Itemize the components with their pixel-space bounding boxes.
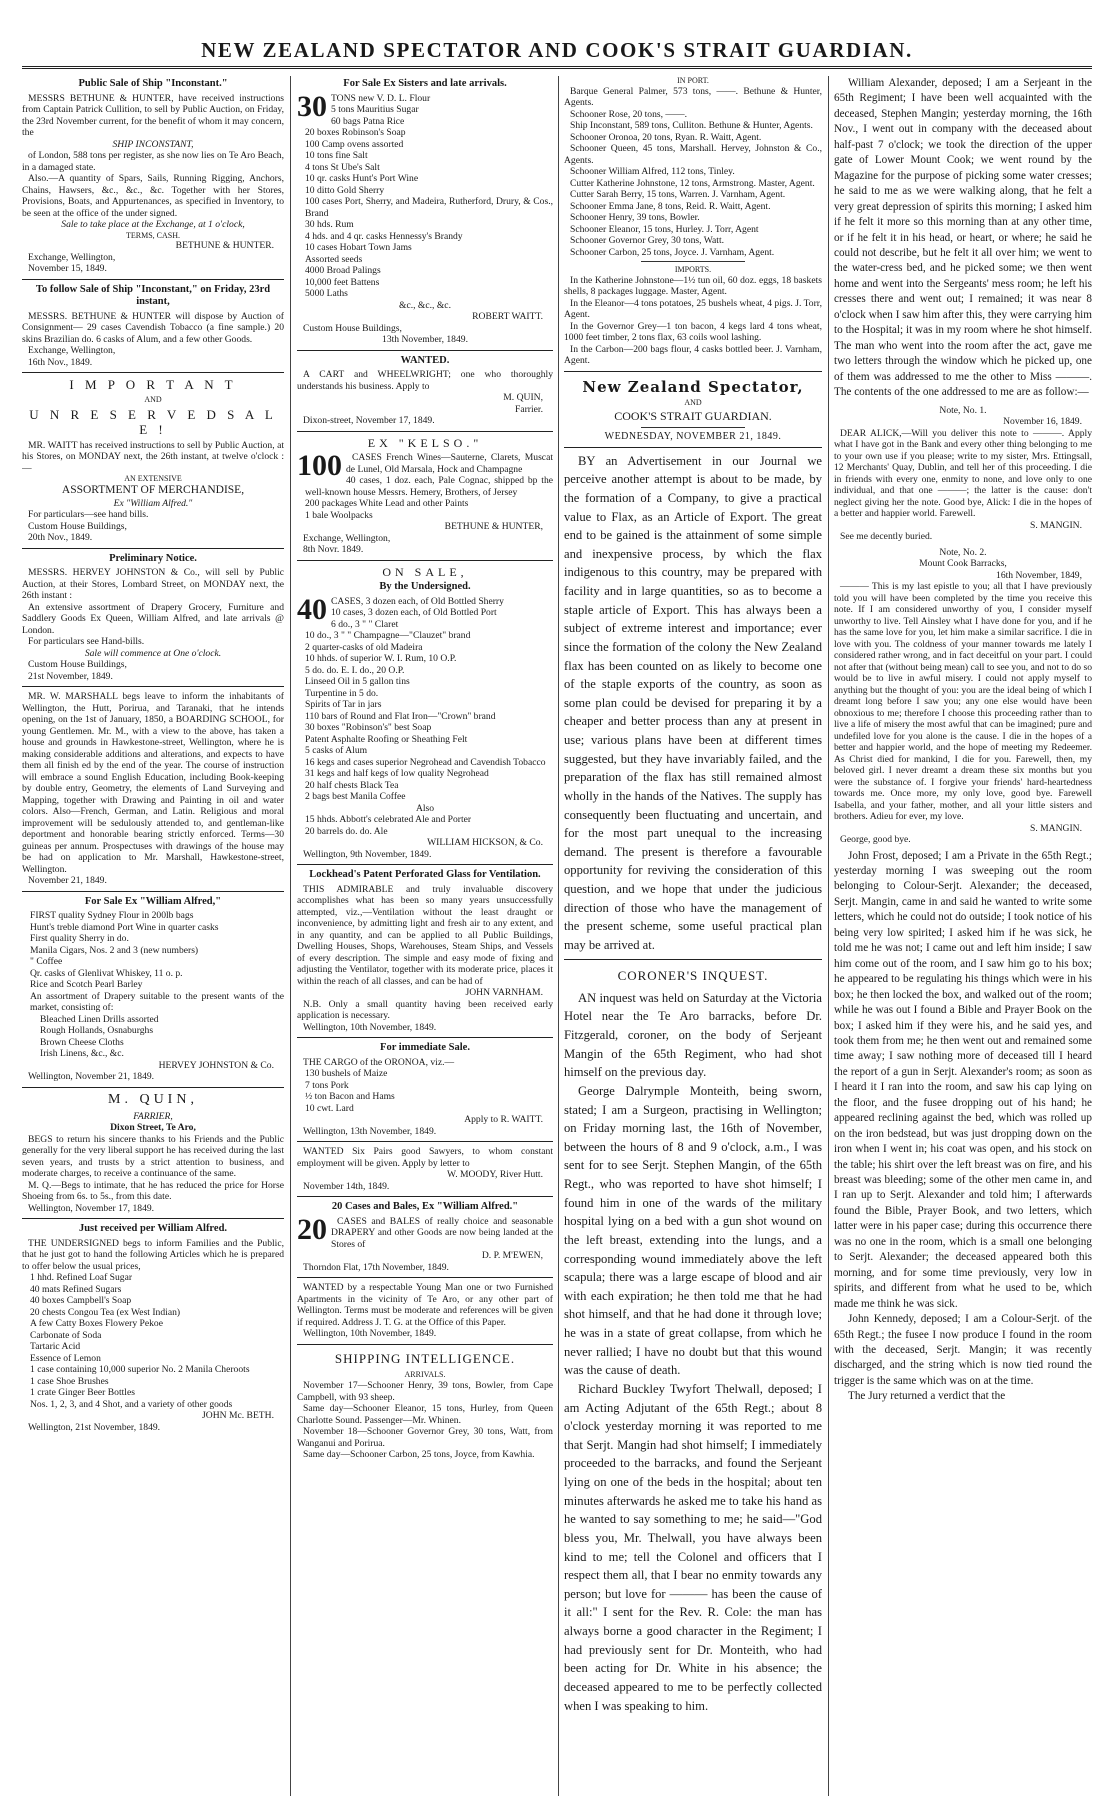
ad-item: Spirits of Tar in jars	[305, 699, 382, 711]
ad-item: 1 crate Ginger Beer Bottles	[30, 1387, 135, 1399]
column-1	[22, 76, 284, 1796]
ad-date: November 21, 1849.	[28, 875, 107, 887]
ad-body: WANTED Six Pairs good Sawyers, to whom constant employment will be given. Apply by letter to	[297, 1146, 553, 1169]
note-body: ——— This is my last epistle to you; all that I have previously told you will have been completed by the time you receive this note. If I am considered unworthy of you, I consider myself unworthy to live. Tell Ainsley what I have done for you, and if he has the same love for you, let him make a similar sacrifice. I die in love with you. The coldness of your manner towards me lately I considered rather wrong, and in fact deceitful on your part. I could not after that (without being mean) call to see you, and not to do so would be to live in awful misery. I could not apply myself to anything but the thought of you: you are the ideal being of which I dreamt long before I saw you; any one else would have been obnoxious to me; therefore I choose this proceeding rather than to live a life of misery the most awful that can be imagined; pure and undefiled love for you alone is the cause. I die in the hopes of a better and happier world, and the hope of meeting my Redeemer. As Christ died for mankind, I die for you. Farewell, then, my beloved girl. I never dreamt a dream these six months but you were the substance of. I forgive your friends' hard-heartedness towards me. Once more, my only love, good bye. Farewell Isabella, and your father, mother, and all your little sisters and brothers. Adieu for ever, my love.	[834, 581, 1092, 823]
import-entry: In the Governor Grey—1 ton bacon, 4 kegs lard 4 tons wheat, 1000 feet timber, 2 tons flax, 63 coils wool lashing.	[564, 320, 822, 344]
ad-subheading: FARRIER,	[133, 1110, 173, 1122]
port-entry: Schooner Queen, 45 tons, Marshall. Hervey, Johnston & Co., Agents.	[564, 143, 822, 166]
ad-item: 5 do. do. E. I. do., 20 O.P.	[305, 664, 405, 676]
divider	[22, 279, 284, 280]
drop-number: 40	[297, 592, 327, 626]
ad-item: FIRST quality Sydney Flour in 200lb bags	[30, 910, 194, 922]
drop-number: 100	[297, 449, 342, 483]
ad-heading: I M P O R T A N T	[69, 377, 237, 393]
port-entry: Schooner Oronoa, 20 tons, Ryan. R. Waitt, Agent.	[570, 131, 762, 143]
ad-beth	[22, 1223, 284, 1433]
ad-place: Sale to take place at the Exchange, at 1 o'clock,	[61, 219, 245, 231]
ad-subheading: By the Undersigned.	[379, 580, 471, 592]
ad-heading: Lockhead's Patent Perforated Glass for Ventilation.	[309, 869, 541, 881]
ad-item: 10 qr. casks Hunt's Port Wine	[305, 173, 419, 185]
port-entry: Schooner Carbon, 25 tons, Joyce. J. Varnham, Agent.	[570, 246, 775, 258]
ad-item: 100 Camp ovens assorted	[305, 138, 404, 150]
section-heading: CORONER'S INQUEST.	[617, 967, 769, 983]
ad-item: 4000 Broad Palings	[305, 265, 381, 277]
ad-item: 1 case containing 10,000 superior No. 2 Manila Cheroots	[30, 1364, 250, 1376]
ad-date: Wellington, 21st November, 1849.	[28, 1421, 161, 1433]
note-date: November 16, 1849.	[1003, 416, 1082, 428]
ad-important-sale	[22, 377, 284, 543]
ad-lockhead	[297, 869, 553, 1033]
ad-date: Wellington, November 17, 1849.	[28, 1202, 155, 1214]
divider	[564, 447, 822, 448]
ad-item: Brown Cheese Cloths	[40, 1036, 124, 1048]
ad-signature: Apply to R. WAITT.	[464, 1114, 543, 1126]
ad-subheading: ASSORTMENT OF MERCHANDISE,	[61, 483, 245, 496]
masthead	[0, 0, 1114, 62]
port-entry: Schooner Emma Jane, 8 tons, Reid. R. Waitt, Agent.	[570, 200, 771, 212]
ad-item: A few Catty Boxes Flowery Pekoe	[30, 1318, 163, 1330]
ad-signature: D. P. M'EWEN,	[481, 1250, 543, 1262]
paper-nameplate	[564, 378, 822, 443]
ad-signature: JOHN Mc. BETH.	[202, 1410, 274, 1422]
ad-date: 8th Novr. 1849.	[303, 544, 364, 556]
ad-item: Assorted seeds	[305, 253, 363, 265]
ad-inconstant	[22, 78, 284, 275]
ad-body: CASES French Wines—Sauterne, Clarets, Muscat de Lunel, Old Marsala, Hock and Champagne	[346, 452, 553, 475]
ad-bales	[297, 1201, 553, 1273]
ad-body: MR. W. MARSHALL begs leave to inform the inhabitants of Wellington, the Hutt, Porirua, and Taranaki, that he intends opening, on the 1st of January, 1850, a BOARDING SCHOOL, for young Gentlemen. Mr. M., with a view to the above, has taken a house and grounds in Hawkestone-street, Wellington, where he is making considerable additions and alterations, and expects to have them all finish ed by the end of the year. The course of instruction will embrace a sound English Education, including Book-keeping by double entry, Geometry, the elements of Land Surveying and Mapping, together with Drawing and Painting in oil and water colors. Also—French, German, and Latin. Religious and moral improvement will be sedulously attended to, and gentleman-like deportment and honorable bearing strictly enforced. Terms—30 guineas per annum. Prospectuses with drawings of the house may be had on application to Mr. Marshall, Hawkestone-street, Wellington.	[22, 691, 284, 875]
ad-item: 5 casks of Alum	[305, 745, 368, 757]
ad-on-sale	[297, 565, 553, 860]
ad-item: Essence of Lemon	[30, 1352, 101, 1364]
paper-and: AND	[684, 397, 702, 407]
ad-body: MESSRS BETHUNE & HUNTER, have received instructions from Captain Patrick Cullition, to sell by Public Auction, on Friday, the 23rd November current, for the benefit of whom it may concern, the	[22, 92, 284, 139]
ad-item: 130 bushels of Maize	[305, 1068, 388, 1080]
ad-item: 100 cases Port, Sherry, and Madeira, Rutherford, Drury, & Cos., Brand	[305, 196, 553, 219]
ad-item: 20 chests Congou Tea (ex West Indian)	[30, 1306, 181, 1318]
ad-date: Wellington, 9th November, 1849.	[303, 848, 432, 860]
ad-sisters	[297, 78, 553, 346]
ad-date: Wellington, 10th November, 1849.	[303, 1328, 437, 1340]
ad-body: of London, 588 tons per register, as she now lies on Te Aro Beach, in a damaged state.	[22, 150, 284, 173]
ad-sawyers	[297, 1146, 553, 1192]
port-entry: Cutter Sarah Berry, 15 tons, Warren. J. Varnham, Agent.	[570, 189, 786, 201]
columns	[22, 76, 1092, 1796]
ad-body: MESSRS. HERVEY JOHNSTON & Co., will sell by Public Auction, at their Stores, Lombard Street, on MONDAY next, the 26th instant :	[22, 567, 284, 602]
ad-item: Rice and Scotch Pearl Barley	[30, 979, 143, 991]
note-heading: Note, No. 1.	[939, 404, 987, 416]
page-title: NEW ZEALAND SPECTATOR AND COOK'S STRAIT GUARDIAN.	[201, 38, 913, 62]
paper-subtitle: COOK'S STRAIT GUARDIAN.	[614, 409, 772, 424]
column-3	[564, 76, 822, 1796]
port-entry: Schooner Eleanor, 15 tons, Hurley. J. Torr, Agent	[570, 223, 759, 235]
note-2	[834, 547, 1092, 846]
column-2	[297, 76, 553, 1796]
editorial	[564, 452, 822, 955]
ad-marshall-school	[22, 691, 284, 887]
ad-body: MR. WAITT has received instructions to sell by Public Auction, at his Stores, on MONDAY next, the 26th instant, at twelve o'clock :—	[22, 439, 284, 474]
ad-signature: JOHN VARNHAM.	[465, 987, 543, 999]
note-signature: S. MANGIN.	[1030, 519, 1082, 531]
ad-date: Thorndon Flat, 17th November, 1849.	[303, 1261, 449, 1273]
ad-date: 16th Nov., 1849.	[28, 356, 93, 368]
ad-wanted-apartments	[297, 1282, 553, 1340]
ad-date: Wellington, November 21, 1849.	[28, 1071, 155, 1083]
in-port	[564, 76, 822, 367]
ad-body: BEGS to return his sincere thanks to his Friends and the Public generally for the very liberal support he has received during the last seven years, and trusts by a strict attention to business, and moderate charges, to receive a continuance of the same.	[22, 1133, 284, 1180]
ad-body: Also.—A quantity of Spars, Sails, Running Rigging, Anchors, Chains, Hawsers, &c., &c., &c. Together with her Stores, Provisions, Boats, and Appurtenances, as specified in Inventory, to be seen at the office of the under signed.	[22, 173, 284, 219]
paper-title: New Zealand Spectator,	[582, 377, 804, 396]
inquest-continued	[834, 76, 1092, 401]
ad-subheading: Dixon Street, Te Aro,	[110, 1122, 196, 1134]
ad-heading: To follow Sale of Ship "Inconstant," on Friday, 23rd instant,	[35, 283, 271, 308]
ad-terms: TERMS, CASH.	[125, 230, 180, 240]
divider	[297, 431, 553, 432]
ad-item: Carbonate of Soda	[30, 1329, 102, 1341]
ad-item: Linseed Oil in 5 gallon tins	[305, 676, 410, 688]
section-subheading: ARRIVALS.	[404, 1370, 446, 1380]
ad-item: 2 bags best Manila Coffee	[305, 791, 406, 803]
ad-item: 1 bale Woolpacks	[305, 509, 373, 521]
ad-item: 31 kegs and half kegs of low quality Negrohead	[305, 768, 489, 780]
ad-item: First quality Sherry in do.	[30, 933, 129, 945]
ad-item: 1 hhd. Refined Loaf Sugar	[30, 1272, 133, 1284]
ad-item: 40 mats Refined Sugars	[30, 1283, 122, 1295]
ad-address: Exchange, Wellington,	[303, 532, 391, 544]
port-entry: Barque General Palmer, 573 tons, ——. Bethune & Hunter, Agents.	[564, 85, 822, 109]
divider	[297, 1037, 553, 1038]
ad-item: 1 case Shoe Brushes	[30, 1375, 109, 1387]
import-entry: In the Carbon—200 bags flour, 4 casks bottled beer. J. Varnham, Agent.	[564, 343, 822, 367]
ad-body: THE UNDERSIGNED begs to inform Families and the Public, that he just got to hand the following Articles which he is prepared to offer below the usual prices,	[22, 1237, 284, 1272]
ad-item: An assortment of Drapery suitable to the present wants of the market, consisting of:	[30, 990, 284, 1014]
editorial-body: BY an Advertisement in our Journal we perceive another attempt is about to be made, by the formation of a Company, to give a practical value to Flax, as an Article of Export. The great end to be gained is the attainment of some simple and inexpensive process, by which the flax indigenous to this country, may be prepared with facility and in large quantities, so as to become a staple article of Export. This has always been a subject of extreme interest and importance; ever since the formation of the colony the New Zealand flax has been counted on as likely to become one of the staple exports of the country, as soon as some plan could be devised for preparing it by a cheaper and better process than any at present in use; various plans have been at different times suggested, but they have invariably failed, and the preparation of the flax has still remained almost wholly in the hands of the Natives. The supply has consequently been fluctuating and uncertain, and for the most part unequal to the increasing demand. The present is therefore a favourable opportunity for reviving the consideration of this question, and we hope that under the judicious direction of those who have the management of the present scheme, some useful practical plan may be arrived at.	[564, 453, 822, 952]
ad-heading: For Sale Ex Sisters and late arrivals.	[343, 78, 507, 89]
ad-heading: Preliminary Notice.	[109, 552, 197, 564]
ad-date: November 15, 1849.	[28, 263, 107, 275]
shipping-entry: Same day—Schooner Carbon, 25 tons, Joyce, from Kawhia.	[303, 1449, 535, 1461]
ad-heading: For Sale Ex "William Alfred,"	[84, 895, 222, 907]
divider	[297, 1141, 553, 1142]
divider	[297, 350, 553, 351]
divider	[564, 959, 822, 960]
ad-heading: 20 Cases and Bales, Ex "William Alfred."	[331, 1201, 519, 1213]
article-paragraph: John Kennedy, deposed; I am a Colour-Serjt. of the 65th Regt.; the fusee I now produce I found in the room with the deceased, Serjt. Mangin; it was recently discharged, and the string which is now tied round the trigger is the same which was on at the time.	[834, 1313, 1092, 1387]
ad-item: 4 tons St Ube's Salt	[305, 161, 380, 173]
ad-immediate-sale	[297, 1042, 553, 1137]
divider	[297, 560, 553, 561]
ad-item: Nos. 1, 2, 3, and 4 Shot, and a variety of other goods	[30, 1398, 233, 1410]
inquest-testimony	[834, 849, 1092, 1405]
ad-heading: WANTED.	[400, 354, 450, 366]
ad-item: Bleached Linen Drills assorted	[40, 1013, 159, 1025]
ad-item: Patent Asphalte Roofing or Sheathing Felt	[305, 733, 468, 745]
port-entry: Schooner Henry, 39 tons, Bowler.	[570, 212, 700, 224]
ad-date: 21st November, 1849.	[28, 670, 113, 682]
ad-item: 200 packages White Lead and other Paints	[305, 498, 469, 510]
ad-date: Wellington, 13th November, 1849.	[303, 1125, 437, 1137]
section-subheading: IMPORTS.	[674, 265, 712, 275]
ad-signature: Farrier.	[515, 403, 543, 415]
ad-item: 5000 Laths	[305, 288, 348, 300]
import-entry: In the Eleanor—4 tons potatoes, 25 bushels wheat, 4 pigs. J. Torr, Agent.	[564, 297, 822, 321]
ad-signature: M. QUIN,	[503, 392, 543, 404]
note-postscript: George, good bye.	[840, 834, 911, 846]
article-paragraph: George Dalrymple Monteith, being sworn, stated; I am a Surgeon, practising in Wellington; on Friday morning last, the 16th of November, between the hours of 8 and 9 o'clock, a.m., I was sent for to see Serjt. Stephen Mangin, of the 65th Regt., who was reported to have shot himself; I found him in one of the wards of the military hospital lying on a bed with a gun shot wound on the left breast, extending into the lungs, and a corresponding wound immediately above the left scapula; there was a large escape of blood and air with each expiration; he then told me that he had shot himself, and that he had done it through love; he was in a state of great collapse, from which he never rallied; I have no doubt but that this wound was the cause of death.	[564, 1083, 822, 1378]
ad-body: Sale will commence at One o'clock.	[84, 647, 222, 659]
ad-item: 30 boxes "Robinson's" best Soap	[305, 722, 432, 734]
ad-item: 5 tons Mauritius Sugar	[331, 104, 419, 116]
shipping-entry: November 18—Schooner Governor Grey, 30 tons, Watt, from Wanganui and Porirua.	[297, 1426, 553, 1449]
ad-item: 60 bags Patna Rice	[331, 115, 405, 127]
ad-item: Manila Cigars, Nos. 2 and 3 (new numbers)	[30, 944, 199, 956]
ad-body: For particulars—see hand bills.	[28, 509, 149, 521]
ad-item: 20 boxes Robinson's Soap	[305, 127, 406, 139]
column-rule	[290, 76, 291, 1796]
ad-kelso	[297, 436, 553, 556]
note-signature: S. MANGIN.	[1030, 822, 1082, 834]
ad-wanted-cart	[297, 355, 553, 427]
article-paragraph: AN inquest was held on Saturday at the Victoria Hotel near the Te Aro barracks, before Dr. Fitzgerald, coroner, on the body of Serjeant Mangin of the 65th Regiment, who had shot himself on the previous day.	[564, 990, 822, 1080]
ad-heading: Public Sale of Ship "Inconstant."	[78, 78, 228, 89]
ad-heading: EX "KELSO."	[367, 435, 483, 450]
ad-signature: BETHUNE & HUNTER.	[175, 240, 274, 252]
ad-body: THE CARGO of the ORONOA, viz.—	[303, 1056, 455, 1068]
ad-body: MESSRS. BETHUNE & HUNTER will dispose by Auction of Consignment— 29 cases Cavendish Tobacco (a fine sample.) 20 skins Brazilian do. 6 casks of Alum, and a few other Goods.	[22, 310, 284, 345]
ad-follow-sale	[22, 284, 284, 369]
ad-item: 20 barrels do. do. Ale	[305, 825, 388, 837]
ad-item: Qr. casks of Glenlivat Whiskey, 11 o. p.	[30, 967, 183, 979]
ad-heading: M. QUIN,	[108, 1091, 198, 1107]
note-postscript: See me decently buried.	[840, 531, 933, 543]
note-heading: Note, No. 2.	[939, 546, 987, 558]
ad-date: November 14th, 1849.	[303, 1180, 390, 1192]
column-4	[834, 76, 1092, 1796]
ad-item: 10,000 feet Battens	[305, 276, 380, 288]
ad-address: Exchange, Wellington,	[28, 251, 116, 263]
section-heading: SHIPPING INTELLIGENCE.	[334, 1350, 516, 1366]
shipping-entry: November 17—Schooner Henry, 39 tons, Bowler, from Cape Campbell, with 93 sheep.	[297, 1380, 553, 1403]
ad-item: 2 quarter-casks of old Madeira	[305, 641, 423, 653]
shipping-entry: Same day—Schooner Eleanor, 15 tons, Hurley, from Queen Charlotte Sound. Passenger—Mr. Whinen.	[297, 1403, 553, 1426]
article-paragraph: William Alexander, deposed; I am a Serjeant in the 65th Regiment; I have been well acquainted with the deceased, Stephen Mangin; yesterday morning, the 16th Nov., I went out in company with the deceased about half-past 7 o'clock; we took the direction of the upper gate of Lower Mount Cook; we went round by the Magazine for the purpose of picking some water cresses; he said to me as we were walking along, that he felt a very great depression of spirits this morning; I asked him if he felt it more so this morning than at any other time, or if he felt it in his head, or heart, or where; he said he could not describe, but he felt it all over him; we went to the water-cress bed, and he picked some; we then went home and went into the Sergeants' mess room; he left his cresses there and went out; I remained; it was near 8 o'clock when I saw him after this, they were carrying him to the Hospital; it was in my room where he shot himself. The man who went into the room after the act, gave me two letters through the window which he picked up, one of them was addressed to me the other to Miss ———. The contents of the one addressed to me are as follow:—	[834, 77, 1092, 399]
ad-item: 10 cwt. Lard	[305, 1102, 354, 1114]
divider	[641, 427, 744, 428]
note-address: Mount Cook Barracks,	[919, 558, 1007, 570]
ad-subheading: Ex "William Alfred."	[113, 497, 193, 509]
ad-item: 110 bars of Round and Flat Iron—"Crown" brand	[305, 710, 496, 722]
ad-item: " Coffee	[30, 956, 63, 968]
article-paragraph: The Jury returned a verdict that the	[848, 1390, 1006, 1403]
ad-body: For particulars see Hand-bills.	[28, 636, 145, 648]
ad-william-alfred	[22, 896, 284, 1083]
divider	[22, 548, 284, 549]
ad-body: A CART and WHEELWRIGHT; one who thoroughly understands his business. Apply to	[297, 369, 553, 392]
ad-heading: AND	[144, 394, 162, 404]
ad-item: 30 hds. Rum	[305, 219, 354, 231]
ad-item: 10 do., 3 " " Champagne—"Clauzet" brand	[305, 630, 471, 642]
port-entry: Schooner Rose, 20 tons, ——.	[570, 108, 687, 120]
port-entry: Schooner William Alfred, 112 tons, Tinley.	[570, 166, 735, 178]
column-rule	[558, 76, 559, 1796]
section-subheading: IN PORT.	[677, 76, 709, 85]
divider	[22, 372, 284, 373]
ad-address: Custom House Buildings,	[28, 659, 127, 671]
article-paragraph: John Frost, deposed; I am a Private in the 65th Regt.; yesterday morning I was sweeping out the room belonging to Colour-Serjt. Alexander; the deceased, Serjt. Mangin, came in and said he wanted to write some letters, which he could not do outside; I took notice of his being very low spirited; I asked him if he was sick, he told me he was not; I came out and left him inside; I saw him come out of the room, and I saw him go to his box; he appeared to be regulating his things which were in his box; he then locked the box, and walked out of the room; while he was out I found a Bible and Prayer Book on the box; I asked him if they were his, and he said yes, and took them from me; he then went out and remained some time away; I saw nothing more of deceased till I heard the report of a gun in Serjt. Alexander's room; as soon as I heard it I ran into the room, and saw his cap lying on the floor, and the fusee dropping out of his hand; he appeared reclining against the bed, which was rolled up on the iron bedstead, but was just dropping down on the iron when I went in; his coat was open, and his stock on the table; his shirt over the left breast was on fire, and his breast was bleeding; some of the other men came in, and I ran up to Serjt. Alexander and told him; I afterwards found the Bible, Prayer Book, and two letters, which latter were in his paper case; during this occurrence there was no one in the room, which is a small one belonging to Serjt. Alexander; the deceased appeared both this morning, and for some time previously, very low in spirits, and different from what he used to be, which made me think he was sick.	[834, 849, 1092, 1310]
ad-item: 40 boxes Campbell's Soap	[30, 1295, 132, 1307]
ad-ship-name: SHIP INCONSTANT,	[112, 138, 194, 150]
ad-item: ½ ton Bacon and Hams	[305, 1091, 395, 1103]
ad-heading: Just received per William Alfred.	[78, 1223, 228, 1235]
note-date: 16th November, 1849,	[996, 569, 1082, 581]
ad-item: 10 cases Hobart Town Jams	[305, 242, 412, 254]
ad-item: 20 half chests Black Tea	[305, 779, 399, 791]
ad-item: &c., &c., &c.	[399, 299, 451, 311]
divider	[297, 1196, 553, 1197]
ad-item: 4 hds. and 4 qr. casks Hennessy's Brandy	[305, 230, 463, 242]
ad-signature: ROBERT WAITT.	[472, 311, 543, 323]
divider	[297, 1277, 553, 1278]
port-entry: Ship Inconstant, 589 tons, Culliton. Bethune & Hunter, Agents.	[570, 120, 813, 132]
ad-signature: HERVEY JOHNSTON & Co.	[158, 1059, 274, 1071]
ad-body: THIS ADMIRABLE and truly invaluable discovery accomplishes what has been so many years unsuccessfully attempted, viz.,—Ventilation without the least draught or inconvenience, by admitting light and fresh air to any extent, and in any quantity, and can be applied to all Public Buildings, Dwelling Houses, Shops, Warehouses, Steam Ships, and Vessels of every description. The simple and easy mode of fixing and adjusting the Ventilator, together with its moderate price, places it within the reach of all classes, and can be had of	[297, 883, 553, 987]
masthead-rule	[22, 66, 1092, 69]
ad-heading: For immediate Sale.	[380, 1042, 470, 1054]
port-entry: Schooner Governor Grey, 30 tons, Watt.	[570, 235, 725, 247]
ad-quin-farrier	[22, 1092, 284, 1214]
note-body: DEAR ALICK,—Will you deliver this note to ———. Apply what I have got in the Bank and every other thing belonging to me to your own use if you please; write to my sister, Mrs. Ettingsall, 12 Merchants' Quay, Dublin, and tell her of this proceeding. I die in friends with every one, enmity to none, and love only to one individual, and that one ———; the latter is the cause: don't neglect giving her the note. Good bye, Alick: I die in the hopes of a better and happier world. Farewell.	[834, 427, 1092, 520]
divider	[22, 686, 284, 687]
import-entry: In the Katherine Johnstone—1½ tun oil, 60 doz. eggs, 18 baskets shells, 8 packages luggage. Master, Agent.	[564, 274, 822, 298]
ad-date: 20th Nov., 1849.	[28, 532, 93, 544]
ad-item: Rough Hollands, Osnaburghs	[40, 1025, 154, 1037]
ad-item: TONS new V. D. L. Flour	[331, 92, 431, 104]
ad-item: 10 tons fine Salt	[305, 150, 368, 162]
ad-item: Turpentine in 5 do.	[305, 687, 379, 699]
drop-number: 20	[297, 1212, 327, 1246]
divider	[297, 864, 553, 865]
ad-signature: W. MOODY, River Hutt.	[447, 1169, 543, 1181]
ad-preliminary	[22, 553, 284, 683]
ad-item: 16 kegs and cases superior Negrohead and Cavendish Tobacco	[305, 756, 546, 768]
ad-signature: WILLIAM HICKSON, & Co.	[427, 837, 543, 849]
divider	[22, 1218, 284, 1219]
divider	[22, 1087, 284, 1088]
ad-item: 7 tons Pork	[305, 1079, 349, 1091]
ad-item: 10 hhds. of superior W. I. Rum, 10 O.P.	[305, 653, 457, 665]
ad-date: 13th November, 1849.	[382, 334, 468, 346]
ad-address: Exchange, Wellington,	[28, 345, 116, 357]
ad-item: 10 ditto Gold Sherry	[305, 184, 385, 196]
ad-subheading: AN EXTENSIVE	[124, 474, 182, 484]
ad-date: Wellington, 10th November, 1849.	[303, 1021, 437, 1033]
article-paragraph: Richard Buckley Twyfort Thelwall, deposed; I am Acting Adjutant of the 65th Regt.; about 8 o'clock yesterday morning it was reported to me that Serjt. Mangin had shot himself; I immediately proceeded to the barracks, and found the Serjeant lying on one of the beds in the hospital; about ten minutes afterwards he asked me to take his hand as he wanted to say something to me; he said—"God bless you, Mr. Thelwall, you have always been kind to me; tell the Colonel and officers that I respect them all, that I bear no enmity towards any person; but love for ——— has been the cause of it all:" I sent for the Rev. R. Cole: the man has always borne a good character in the Regiment; I had previously sent for Dr. Monteith, who had been acting for Dr. White in his absence; the deceased appeared to me to be perfectly collected when I was speaking to him.	[564, 1381, 822, 1713]
ad-body: CASES and BALES of really choice and seasonable DRAPERY and other Goods are now being landed at the Stores of	[331, 1215, 553, 1250]
coroners-inquest	[564, 966, 822, 1716]
ad-body: WANTED by a respectable Young Man one or two Furnished Apartments in the vicinity of Te Aro, or any other part of Wellington. Terms must be moderate and references will be given if required. Address J. T. G. at the Office of this Paper.	[297, 1282, 553, 1328]
ad-heading: ON SALE,	[382, 564, 468, 579]
ad-item: CASES, 3 dozen each, of Old Bottled Sherry	[331, 595, 504, 607]
ad-address: Custom House Buildings,	[303, 322, 402, 334]
ad-item: Also	[415, 802, 435, 814]
port-entry: Cutter Katherine Johnstone, 12 tons, Armstrong. Master, Agent.	[570, 177, 815, 189]
ad-item: 40 cases, 1 doz. each, Pale Cognac, shipped bp the well-known house Messrs. Hemery, Brothers, of Jersey	[305, 475, 553, 498]
shipping-intelligence	[297, 1351, 553, 1461]
divider	[297, 1344, 553, 1345]
ad-item: 15 hhds. Abbott's celebrated Ale and Porter	[305, 814, 472, 826]
divider	[641, 261, 744, 262]
ad-item: 6 do., 3 " " Claret	[331, 618, 399, 630]
ad-item: Tartaric Acid	[30, 1341, 81, 1353]
ad-heading: U N R E S E R V E D S A L E !	[29, 406, 277, 438]
drop-number: 30	[297, 89, 327, 123]
column-rule	[828, 76, 829, 1796]
ad-item: Hunt's treble diamond Port Wine in quarter casks	[30, 921, 219, 933]
paper-date: WEDNESDAY, NOVEMBER 21, 1849.	[604, 430, 782, 442]
divider	[564, 371, 822, 372]
ad-item: 10 cases, 3 dozen each, of Old Bottled Port	[331, 607, 497, 619]
ad-date: Dixon-street, November 17, 1849.	[303, 415, 435, 427]
ad-signature: BETHUNE & HUNTER,	[444, 521, 543, 533]
note-1	[834, 405, 1092, 543]
ad-address: Custom House Buildings,	[28, 520, 127, 532]
ad-item: Irish Linens, &c., &c.	[40, 1048, 124, 1060]
divider	[22, 891, 284, 892]
ad-body: N.B. Only a small quantity having been received early application is necessary.	[297, 998, 553, 1022]
ad-body: An extensive assortment of Drapery Grocery, Furniture and Saddlery Goods Ex Queen, William Alfred, and late arrivals @ London.	[22, 601, 284, 636]
ad-body: M. Q.—Begs to intimate, that he has reduced the price for Horse Shoeing from 6s. to 5s., from this date.	[22, 1179, 284, 1203]
